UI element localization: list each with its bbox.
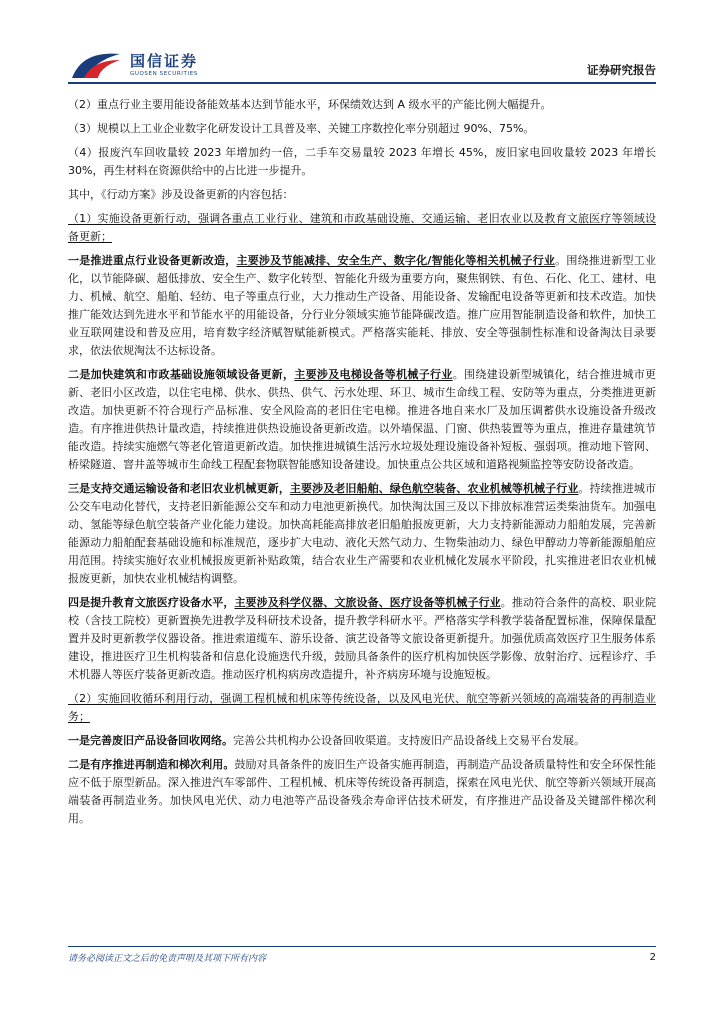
section-heading-equipment-update: （1）实施设备更新行动，强调各重点工业行业、建筑和市政基础设施、交通运输、老旧农业以及教育文旅医疗等领域设备更新； — [68, 212, 656, 243]
paragraph-highlight: 主要涉及节能减排、安全生产、数字化/智能化等相关机械子行业 — [236, 254, 556, 267]
section-intro: 其中，《行动方案》涉及设备更新的内容包括： — [68, 188, 294, 201]
paragraph-education-update — [68, 594, 656, 684]
header-divider — [68, 82, 656, 84]
paragraph-transport-update — [68, 480, 656, 588]
paragraph-body: 。围绕推进新型工业化，以节能降碳、超低排放、安全生产、数字化转型、智能化升级为重要方向，聚焦钢铁、有色、石化、化工、建材、电力、机械、航空、船舶、轻纺、电子等重点行业，大力推动生产设备、用能设备、发输配电设备等更新和技术改造。加快推广能效达到先进水平和节能水平的用能设备，分行业分领域实施节能降碳改造。推广应用智能制造设备和软件，加快工业互联网建设和普及应用，培育数字经济赋智赋能新模式。严格落实能耗、排放、安全等强制性标准和设备淘汰目录要求，依法依规淘汰不达标设备。 — [68, 254, 657, 357]
paragraph-body: 。持续推进城市公交车电动化替代，支持老旧新能源公交车和动力电池更新换代。加快淘汰国三及以下排放标准营运类柴油货车。加强电动、氢能等绿色航空装备产业化能力建设。加快高耗能高排放老旧船舶报废更新，大力支持新能源动力船舶发展，完善新能源动力船舶配套基础设施和标准规范，逐步扩大电动、液化天然气动力、生物柴油动力、绿色甲醇动力等新能源船舶应用范围。持续实施好农业机械报废更新补贴政策，结合农业生产需要和农业机械化发展水平阶段，扎实推进老旧农业机械报废更新，加快农业机械结构调整。 — [68, 482, 656, 585]
paragraph-body: 鼓励对具备条件的废旧生产设备实施再制造，再制造产品设备质量特性和安全环保性能应不低于原型新品。深入推进汽车零部件、工程机械、机床等传统设备再制造，探索在风电光伏、航空等新兴领域开展高端装备再制造业务。加快风电光伏、动力电池等产品设备残余寿命评估技术研发，有序推进产品设备及关键部件梯次利用。 — [68, 758, 657, 825]
guosen-logo-icon — [70, 50, 122, 80]
paragraph-lead: 一是完善废旧产品设备回收网络。 — [68, 734, 233, 747]
paragraph-lead: 二是有序推进再制造和梯次利用。 — [68, 758, 235, 771]
paragraph-target-2: （2）重点行业主要用能设备能效基本达到节能水平，环保绩效达到 A 级水平的产能比例大幅提升。 — [68, 98, 552, 111]
paragraph-body: 完善公共机构办公设备回收渠道。支持废旧产品设备线上交易平台发展。 — [233, 734, 585, 747]
paragraph-remanufacturing — [68, 756, 656, 828]
paragraph-highlight: 主要涉及老旧船舶、绿色航空装备、农业机械等机械子行业 — [289, 482, 579, 495]
paragraph-target-4: （4）报废汽车回收量较 2023 年增加约一倍，二手车交易量较 2023 年增长 45%，废旧家电回收量较 2023 年增长 30%，再生材料在资源供给中的占比进一步提升。 — [68, 146, 656, 177]
report-type-label: 证券研究报告 — [587, 63, 656, 77]
page-header — [0, 0, 724, 90]
document-body — [68, 96, 656, 834]
logo-chinese-name: 国信证券 — [130, 52, 199, 70]
paragraph-lead: 一是推进重点行业设备更新改造， — [68, 254, 237, 267]
paragraph-lead: 三是支持交通运输设备和老旧农业机械更新， — [68, 482, 290, 495]
page-number: 2 — [649, 952, 656, 963]
paragraph-body: 。推动符合条件的高校、职业院校（含技工院校）更新置换先进教学及科研技术设备，提升教学科研水平。严格落实学科教学装备配置标准，保障保量配置并及时更新教学仪器设备。推进索道缆车、游乐设备、演艺设备等文旅设备更新提升。加强优质高效医疗卫生服务体系建设，推进医疗卫生机构装备和信息化设施迭代升级，鼓励具备条件的医疗机构加快医学影像、放射治疗、远程诊疗、手术机器人等医疗装备更新改造。推动医疗机构病房改造提升，补齐病房环境与设施短板。 — [68, 596, 657, 681]
paragraph-target-3: （3）规模以上工业企业数字化研发设计工具普及率、关键工序数控化率分别超过 90%、75%。 — [68, 122, 535, 135]
logo-english-name: GUOSEN SECURITIES — [130, 71, 198, 77]
paragraph-building-update — [68, 366, 656, 474]
footer-divider — [68, 946, 656, 947]
paragraph-body: 。围绕建设新型城镇化，结合推进城市更新、老旧小区改造，以住宅电梯、供水、供热、供气、污水处理、环卫、城市生命线工程、安防等为重点，分类推进更新改造。加快更新不符合现行产品标准、安全风险高的老旧住宅电梯。推进各地自来水厂及加压调蓄供水设施设备升级改造。有序推进供热计量改造，持续推进供热设施设备更新改造。以外墙保温、门窗、供热装置等为重点，推进存量建筑节能改造。持续实施燃气等老化管道更新改造。加快推进城镇生活污水垃圾处理设施设备补短板、强弱项。推动地下管网、桥梁隧道、窨井盖等城市生命线工程配套物联智能感知设备建设。加快重点公共区域和道路视频监控等安防设备改造。 — [68, 368, 657, 471]
paragraph-recycling-network — [68, 732, 656, 750]
section-heading-recycling: （2）实施回收循环利用行动，强调工程机械和机床等传统设备，以及风电光伏、航空等新兴领域的高端装备的再制造业务； — [68, 692, 656, 723]
footer-disclaimer: 请务必阅读正文之后的免责声明及其项下所有内容 — [68, 954, 267, 964]
paragraph-highlight: 主要涉及科学仪器、文旅设备、医疗设备等机械子行业 — [234, 596, 501, 609]
paragraph-industry-update — [68, 252, 656, 360]
paragraph-lead: 四是提升教育文旅医疗设备水平， — [68, 596, 235, 609]
paragraph-lead: 二是加快建筑和市政基础设施领域设备更新， — [68, 368, 295, 381]
guosen-logo — [70, 50, 198, 80]
paragraph-highlight: 主要涉及电梯设备等机械子行业 — [294, 368, 453, 381]
